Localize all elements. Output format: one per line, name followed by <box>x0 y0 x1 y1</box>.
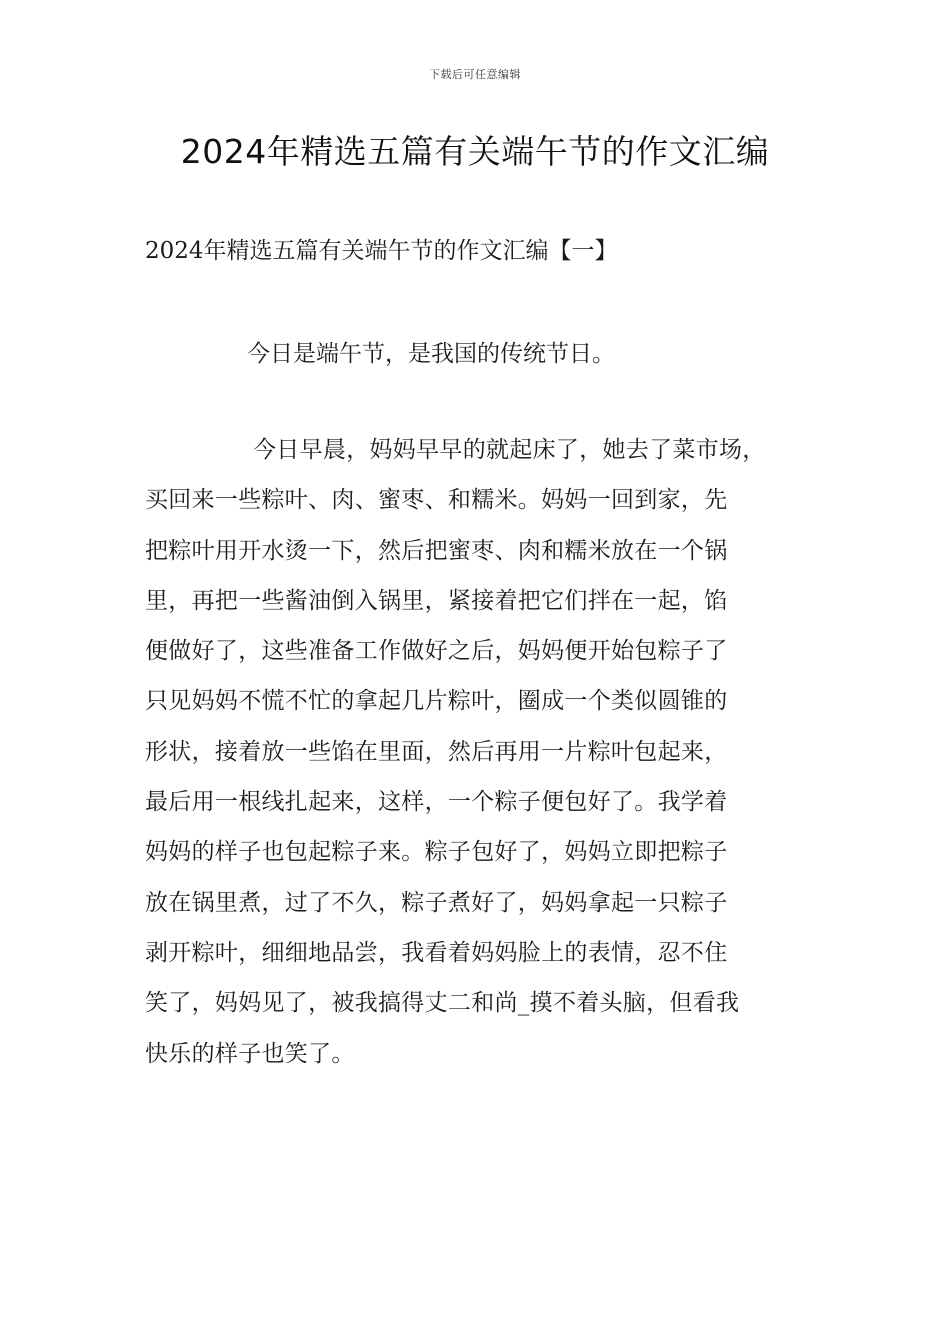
paragraph-line: 笑了，妈妈见了，被我搞得丈二和尚_摸不着头脑，但看我 <box>145 990 740 1017</box>
section-heading: 2024年精选五篇有关端午节的作文汇编【一】 <box>145 238 618 264</box>
paragraph-line: 剥开粽叶，细细地品尝，我看着妈妈脸上的表情，忍不住 <box>145 939 728 966</box>
header-note: 下载后可任意编辑 <box>429 68 521 81</box>
paragraph-line: 便做好了，这些准备工作做好之后，妈妈便开始包粽子了 <box>145 638 728 665</box>
paragraph-line: 形状，接着放一些馅在里面，然后再用一片粽叶包起来， <box>145 738 728 765</box>
intro-paragraph: 今日是端午节，是我国的传统节日。 <box>247 341 615 367</box>
paragraph-line: 放在锅里煮，过了不久，粽子煮好了，妈妈拿起一只粽子 <box>145 889 728 916</box>
paragraph-line: 里，再把一些酱油倒入锅里，紧接着把它们拌在一起，馅 <box>145 587 728 614</box>
paragraph-line: 只见妈妈不慌不忙的拿起几片粽叶，圈成一个类似圆锥的 <box>145 688 728 715</box>
document-title: 2024年精选五篇有关端午节的作文汇编 <box>180 132 770 171</box>
paragraph-line: 最后用一根线扎起来，这样，一个粽子便包好了。我学着 <box>145 789 728 816</box>
paragraph-line: 把粽叶用开水烫一下，然后把蜜枣、肉和糯米放在一个锅 <box>145 537 728 564</box>
paragraph-line: 今日早晨，妈妈早早的就起床了，她去了菜市场， <box>253 437 766 463</box>
paragraph-line: 妈妈的样子也包起粽子来。粽子包好了，妈妈立即把粽子 <box>145 839 728 866</box>
paragraph-line: 买回来一些粽叶、肉、蜜枣、和糯米。妈妈一回到家，先 <box>145 487 728 514</box>
paragraph-line: 快乐的样子也笑了。 <box>145 1040 355 1067</box>
body-paragraph <box>145 430 835 1084</box>
